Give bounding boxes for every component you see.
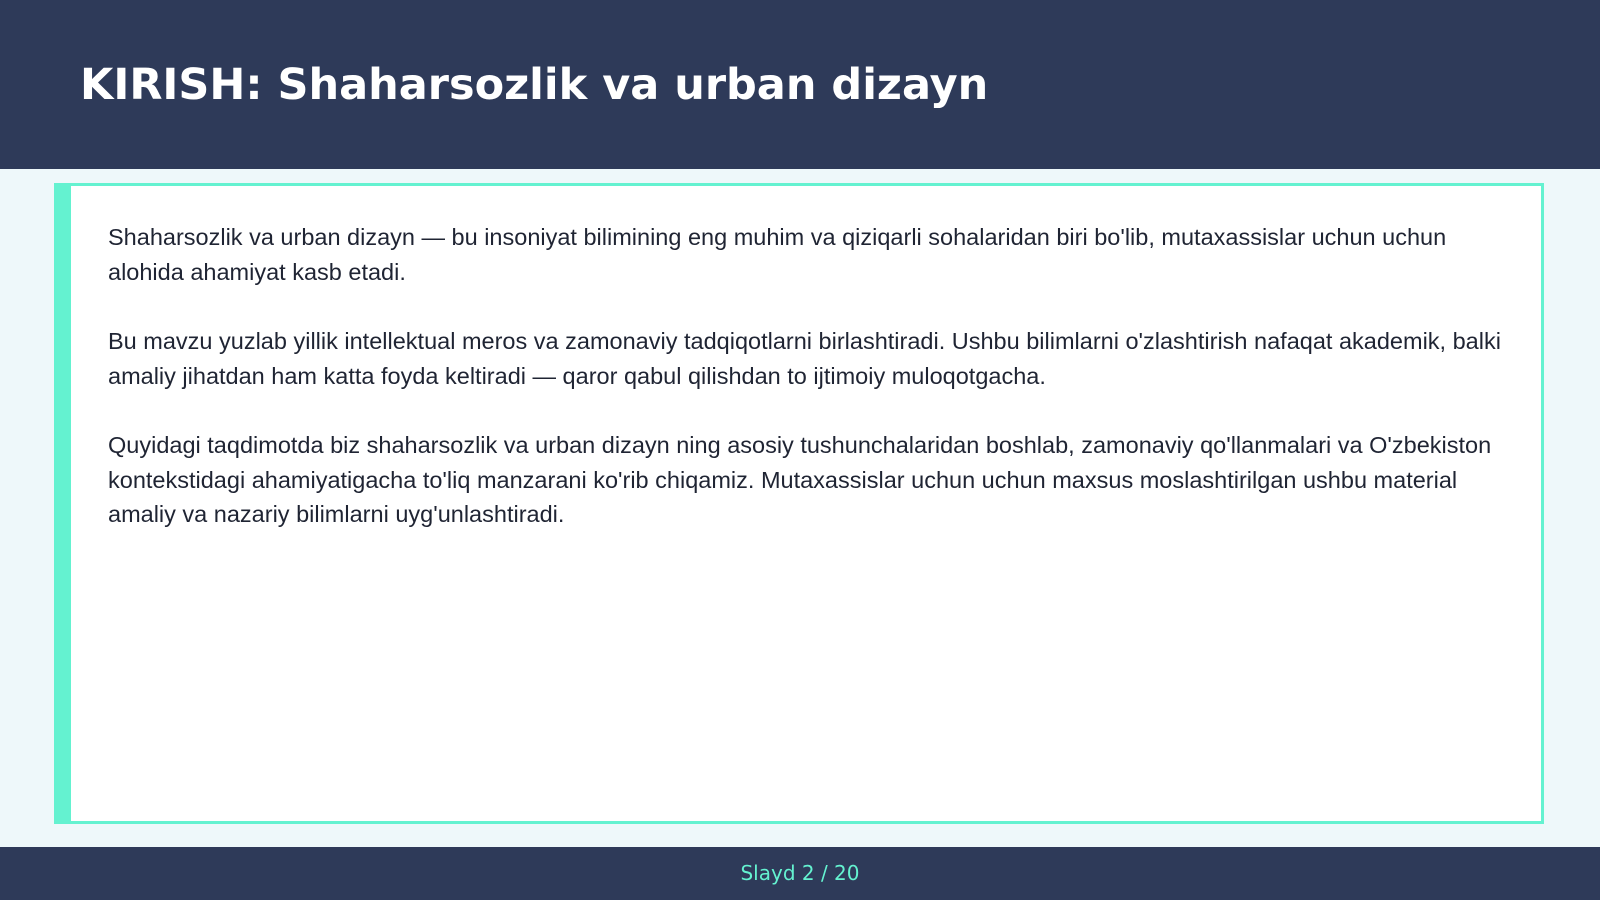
content-card [54, 183, 1544, 824]
slide-title: KIRISH: Shaharsozlik va urban dizayn [80, 60, 989, 110]
paragraph-heritage: Bu mavzu yuzlab yillik intellektual meros va zamonaviy tadqiqotlarni birlashtiradi. Ushbu bilimlarni o'zlashtirish nafaqat akademik, balki amaliy jihatdan ham katta foyda keltiradi — qaror qabul qilishdan to ijtimoiy muloqotgacha. [108, 328, 1501, 389]
slide-counter: Slayd 2 / 20 [740, 861, 860, 885]
slide-header [0, 0, 1600, 169]
slide-footer [0, 847, 1600, 900]
content-body [108, 220, 1508, 567]
paragraph-overview: Quyidagi taqdimotda biz shaharsozlik va urban dizayn ning asosiy tushunchalaridan boshlab, zamonaviy qo'llanmalari va O'zbekiston kontekstidagi ahamiyatigacha to'liq manzarani ko'rib chiqamiz. Mutaxassislar uchun uchun maxsus moslashtirilgan ushbu material amaliy va nazariy bilimlarni uyg'unlashtiradi. [108, 432, 1492, 527]
paragraph-intro: Shaharsozlik va urban dizayn — bu insoniyat bilimining eng muhim va qiziqarli sohalaridan biri bo'lib, mutaxassislar uchun uchun alohida ahamiyat kasb etadi. [108, 224, 1447, 285]
